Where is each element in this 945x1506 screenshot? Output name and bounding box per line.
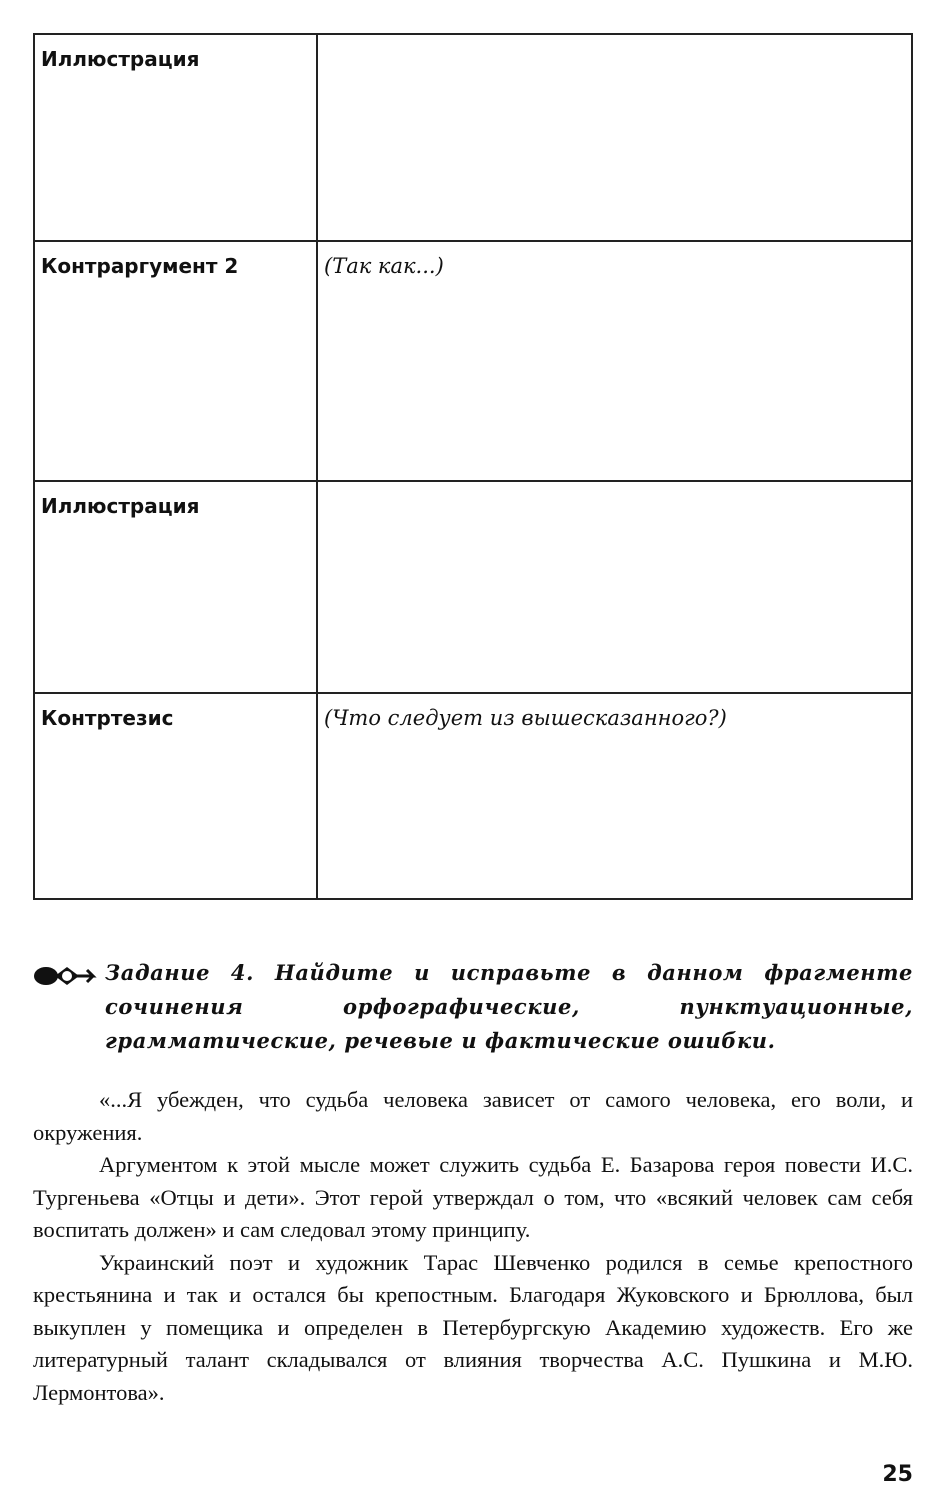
- row-label: Иллюстрация: [34, 481, 317, 693]
- answer-cell: (Что следует из вышесказанного?): [317, 693, 912, 899]
- task-marker-icon: [33, 962, 97, 988]
- essay-paragraph: Украинский поэт и художник Тарас Шевченко родился в семье крепостного крестьянина и так и остался бы крепостным. Благодаря Жуковского и Брюллова, был выкуплен у помещика и определен в Петербургскую Академию художеств. Его же литературный талант складывался от влияния творчества А.С. Пушкина и М.Ю. Лермонтова».: [33, 1249, 913, 1405]
- table-row: [34, 34, 912, 241]
- page-number: 25: [882, 1462, 913, 1487]
- table-row: [34, 241, 912, 481]
- table-row: [34, 481, 912, 693]
- task-instruction: Задание 4. Найдите и исправьте в данном фрагменте сочинения орфографические, пунктуационные, грамматические, речевые и фактические ошибки.: [105, 960, 913, 1053]
- answer-cell: [317, 34, 912, 241]
- essay-paragraph: «...Я убежден, что судьба человека зависет от самого человека, его воли, и окружения.: [33, 1087, 913, 1145]
- answer-cell: [317, 481, 912, 693]
- answer-cell: (Так как...): [317, 241, 912, 481]
- task-block: [33, 956, 913, 1058]
- essay-fragment: [33, 1084, 913, 1409]
- essay-plan-table: [33, 33, 913, 900]
- row-label: Иллюстрация: [34, 34, 317, 241]
- essay-paragraph: Аргументом к этой мысле может служить судьба Е. Базарова героя повести И.С. Тургеньева «Отцы и дети». Этот герой утверждал о том, что «всякий человек сам себя воспитать должен» и сам следовал этому принципу.: [33, 1152, 913, 1242]
- row-label: Контртезис: [34, 693, 317, 899]
- table-row: [34, 693, 912, 899]
- row-label: Контраргумент 2: [34, 241, 317, 481]
